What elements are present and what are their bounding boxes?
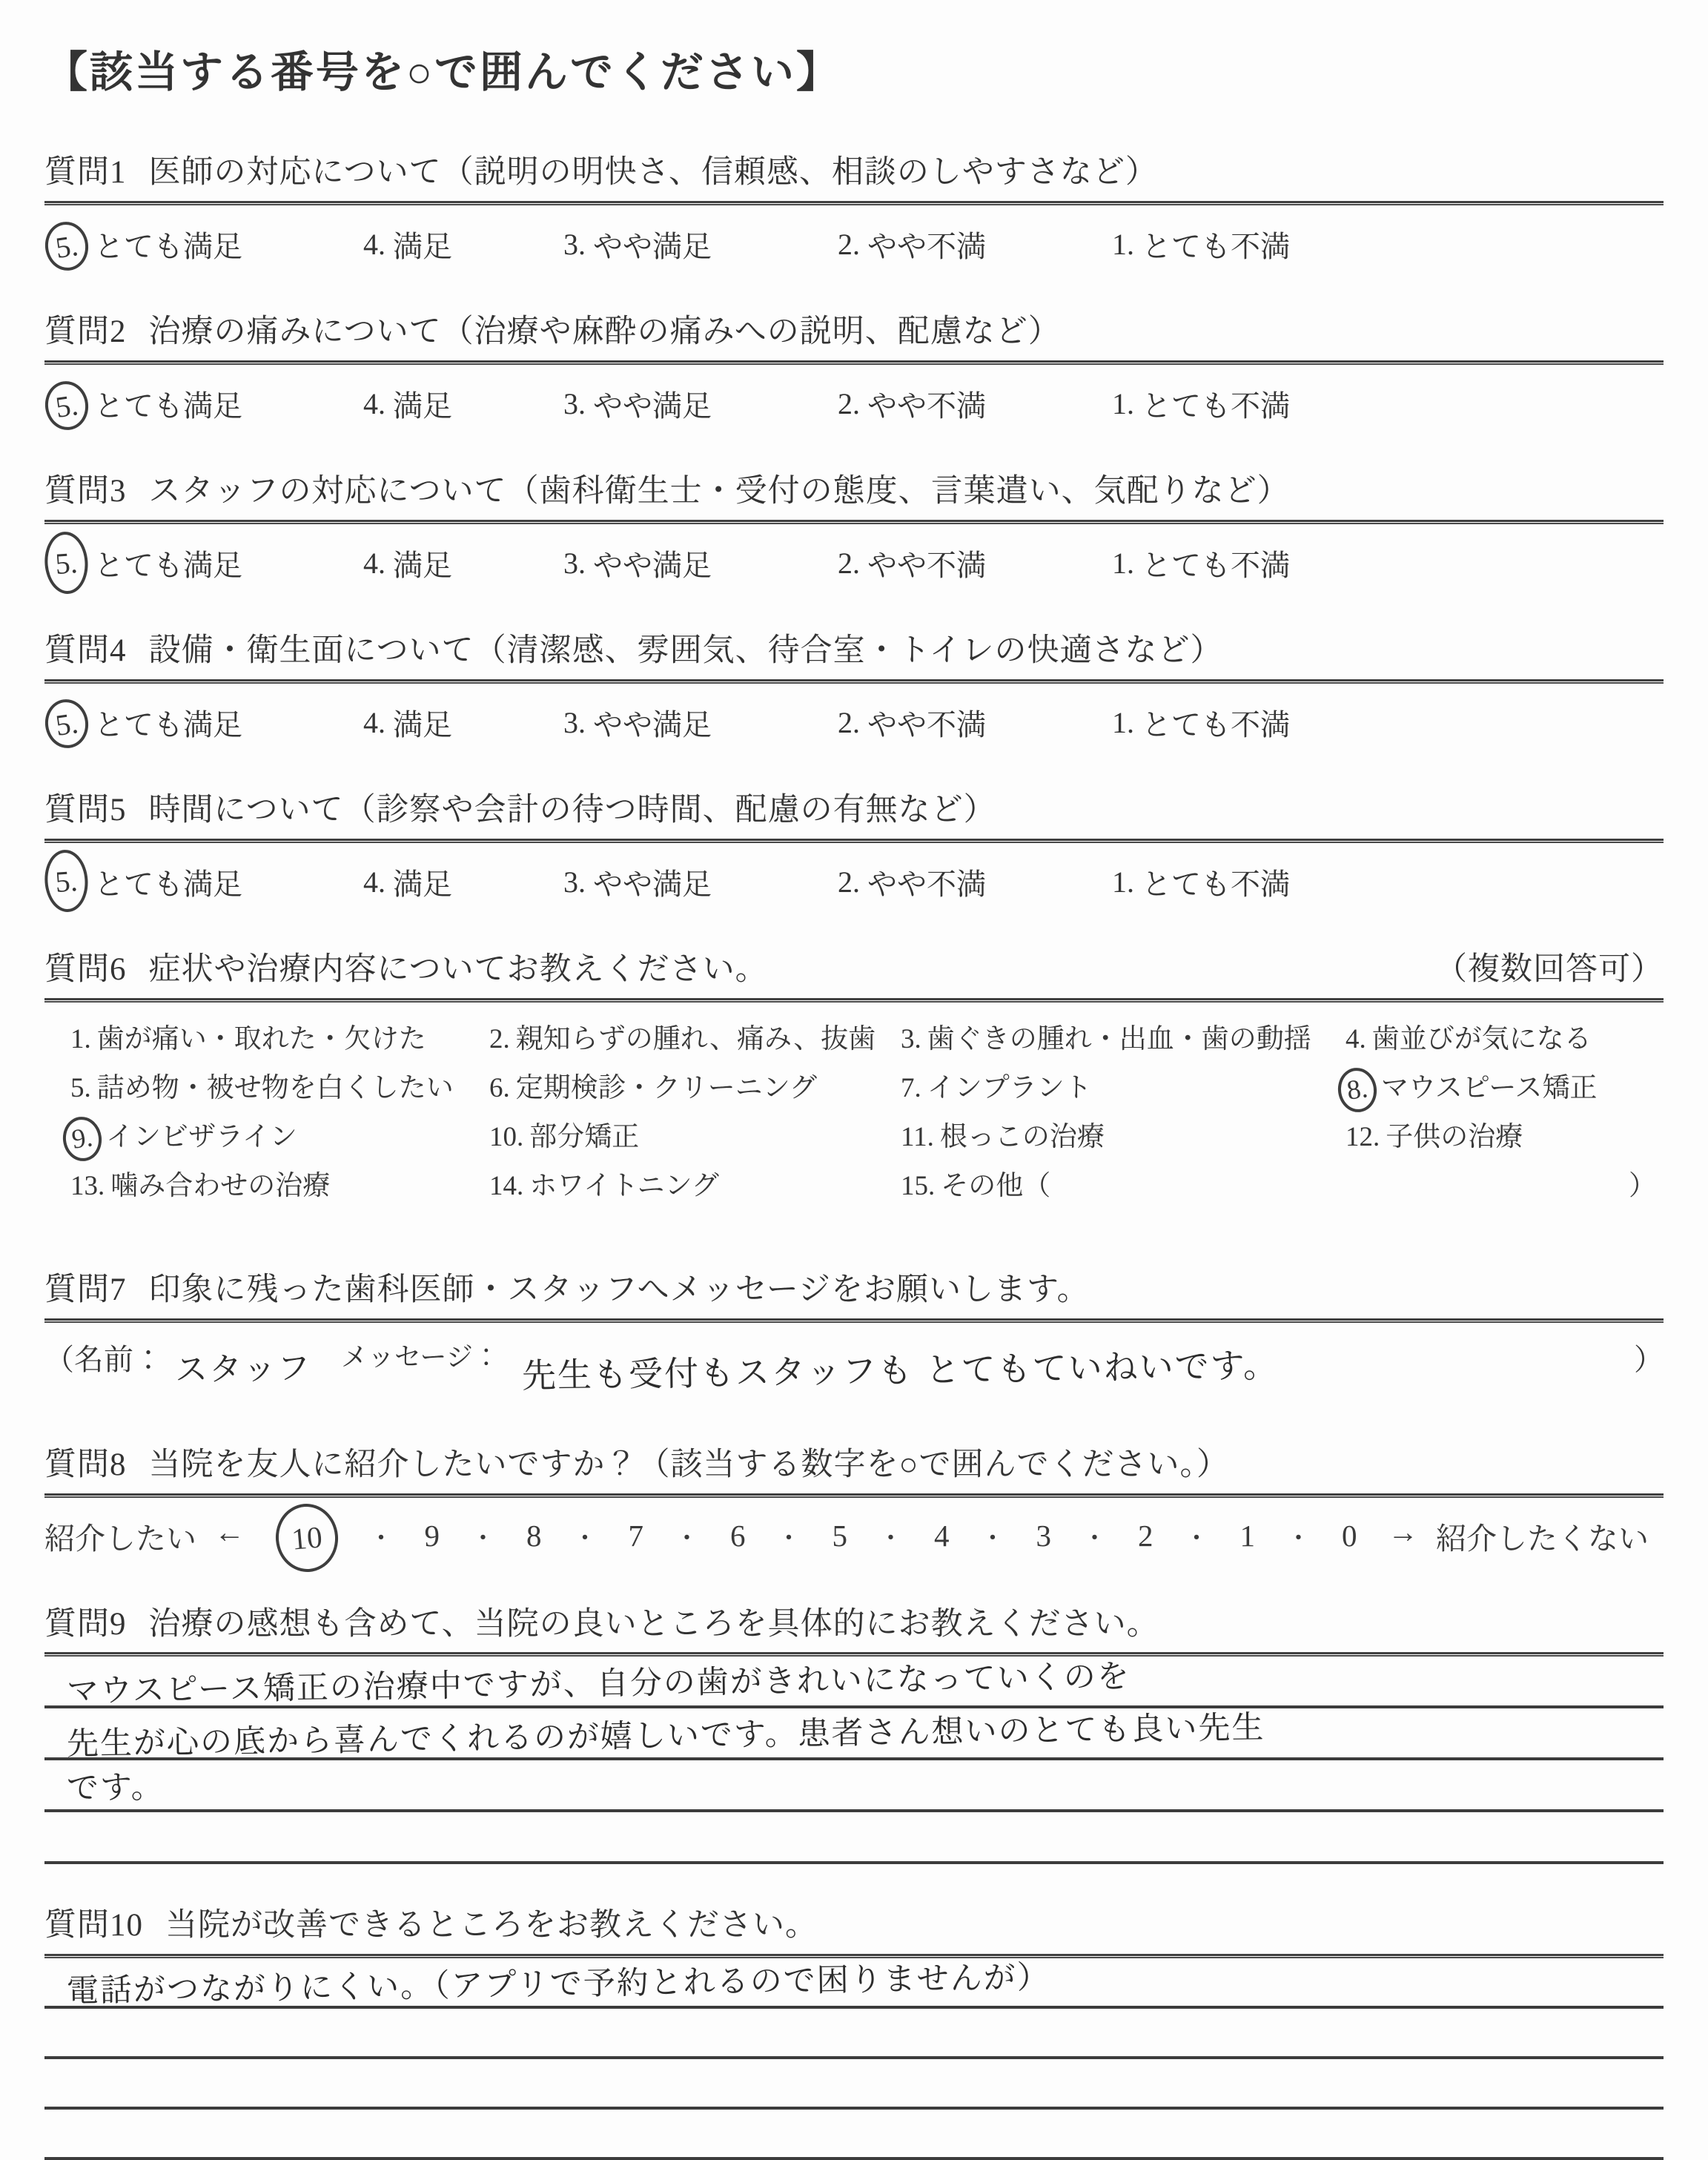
q3-option-1: 1. とても不満 [1112,546,1290,583]
question-5-options [44,861,1664,903]
question-9-number: 質問9 [44,1606,127,1642]
question-10 [44,1905,1664,2160]
divider [44,998,1664,1003]
q8-number-7: 7 [628,1519,643,1553]
q8-number-1: 1 [1239,1519,1255,1553]
q5-option-5-selected: 5. とても満足 [56,861,363,903]
q6-option-12: 12. 子供の治療 [1345,1121,1523,1152]
q9-answer-line-2 [44,1708,1664,1763]
question-7 [44,1269,1664,1398]
q8-number-8: 8 [526,1519,542,1553]
q2-option-4: 4. 満足 [363,387,452,423]
q6-option-7: 7. インプラント [901,1072,1092,1103]
q9-answer-line-4 [44,1812,1664,1864]
q8-number-0: 0 [1342,1519,1357,1553]
form-title: 【該当する番号を○で囲んでください】 [44,48,842,96]
q1-option-1: 1. とても不満 [1112,228,1290,264]
q9-answer-line-1 [44,1657,1664,1708]
q6-option-1: 1. 歯が痛い・取れた・欠けた [70,1023,426,1054]
question-9-header [44,1604,1664,1645]
question-1-number: 質問1 [44,155,127,191]
divider [44,520,1664,524]
q2-option-2: 2. やや不満 [838,387,986,423]
circle-mark: 9. [60,1114,105,1163]
question-5-header [44,790,1664,831]
q3-option-4: 4. 満足 [363,546,452,583]
q4-option-5-selected: 5. とても満足 [56,701,363,744]
circle-mark: 8. [1335,1065,1380,1114]
question-1-title: 医師の対応について（説明の明快さ、信頼感、相談のしやすさなど） [148,155,1158,191]
q9-handwriting-2: 先生が心の底から喜んでくれるのが嬉しいです。患者さん想いのとても良い先生 [66,1708,1265,1763]
question-6-options [44,1022,1664,1204]
divider [44,1318,1664,1323]
q6-option-11: 11. 根っこの治療 [901,1121,1105,1152]
question-7-number: 質問7 [44,1272,127,1307]
q3-option-5-selected: 5. とても満足 [56,542,363,584]
question-2-number: 質問2 [44,314,127,350]
q5-option-1: 1. とても不満 [1112,865,1290,901]
question-2-header [44,311,1664,353]
q10-handwriting-1: 電話がつながりにくい。（アプリで予約とれるので困りませんが） [66,1958,1051,2010]
q3-option-2: 2. やや不満 [838,546,986,583]
q4-option-1: 1. とても不満 [1112,705,1290,742]
circle-mark: 5. [42,219,92,273]
question-7-title: 印象に残った歯科医師・スタッフへメッセージをお願いします。 [148,1272,1090,1307]
question-7-answer [44,1336,1664,1398]
question-4-options [44,701,1664,744]
q2-option-5-selected: 5. とても満足 [56,383,363,425]
q1-option-2: 2. やや不満 [838,228,986,264]
q8-number-10-selected: 10 [290,1519,323,1556]
q6-option-4: 4. 歯並びが気になる [1345,1023,1592,1054]
q5-option-3: 3. やや満足 [563,865,712,901]
q10-answer-line-1 [44,1958,1664,2009]
q6-option-9-selected: 9. インビザライン [70,1120,489,1155]
question-6-header [44,949,1664,991]
q6-option-13: 13. 噛み合わせの治療 [70,1170,331,1201]
divider [44,201,1664,205]
question-1-header [44,152,1664,194]
q6-option-6: 6. 定期検診・クリーニング [489,1072,818,1103]
question-4-header [44,630,1664,672]
question-3-options [44,542,1664,584]
question-6-note: （複数回答可） [1435,951,1664,987]
question-8 [44,1444,1664,1558]
q6-option-3: 3. 歯ぐきの腫れ・出血・歯の動揺 [901,1023,1311,1054]
divider [44,839,1664,843]
q8-number-3: 3 [1036,1519,1051,1553]
q7-message-handwriting: 先生も受付もスタッフも とてもていねいです。 [521,1344,1280,1396]
q8-label-right: → 紹介したくない [1388,1514,1649,1558]
q9-answer-line-3 [44,1760,1664,1812]
circle-mark: 5. [42,697,92,751]
question-8-title: 当院を友人に紹介したいですか？（該当する数字を○で囲んでください。） [148,1447,1229,1482]
question-5-title: 時間について（診察や会計の待つ時間、配慮の有無など） [148,792,996,828]
q5-option-4: 4. 満足 [363,865,452,901]
circle-mark: 5. [43,848,90,914]
question-8-scale: 紹介したい ← 10 ・ 9 ・ 8 ・ 7 ・ 6 ・ 5 ・ 4 ・ 3 ・ 2 ・ 1 ・ 0 → 紹介したくない [44,1514,1664,1558]
right-arrow-icon: → [1388,1514,1418,1549]
q8-number-4: 4 [934,1519,950,1553]
question-3-header [44,471,1664,512]
question-5-number: 質問5 [44,792,127,828]
q9-handwriting-1: マウスピース矯正の治療中ですが、自分の歯がきれいになっていくのを [66,1657,1131,1710]
q10-answer-line-4 [44,2110,1664,2160]
question-8-number: 質問8 [44,1447,127,1482]
divider [44,360,1664,365]
q4-option-4: 4. 満足 [363,705,452,742]
q3-option-3: 3. やや満足 [563,546,712,583]
question-2 [44,311,1664,425]
question-3-title: スタッフの対応について（歯科衛生士・受付の態度、言葉遣い、気配りなど） [148,474,1290,509]
circle-mark: 5. [42,378,92,432]
q8-number-6: 6 [730,1519,746,1553]
q8-number-9: 9 [424,1519,440,1553]
circle-mark: 5. [43,530,90,595]
q4-option-2: 2. やや不満 [838,705,986,742]
q6-option-8-selected: 8. マウスピース矯正 [1345,1071,1664,1106]
question-6-number: 質問6 [44,951,127,987]
question-2-options [44,383,1664,425]
question-3 [44,471,1664,584]
q6-option-10: 10. 部分矯正 [489,1121,640,1152]
q7-close-paren: ） [1634,1342,1664,1376]
question-2-title: 治療の痛みについて（治療や麻酔の痛みへの説明、配慮など） [148,314,1061,350]
question-1 [44,152,1664,265]
question-4 [44,630,1664,744]
question-9-title: 治療の感想も含めて、当院の良いところを具体的にお教えください。 [148,1606,1159,1642]
q6-option-15: 15. その他（ ） [901,1169,1664,1204]
q1-option-5-selected: 5. とても満足 [56,223,363,265]
q7-name-label: （名前： [44,1342,163,1376]
circle-mark [273,1502,341,1575]
q6-option-2: 2. 親知らずの腫れ、痛み、抜歯 [489,1023,876,1054]
question-4-title: 設備・衛生面について（清潔感、雰囲気、待合室・トイレの快適さなど） [148,633,1223,669]
q8-number-2: 2 [1138,1519,1153,1553]
divider [44,679,1664,684]
q6-option-5: 5. 詰め物・被せ物を白くしたい [70,1072,454,1103]
q9-handwriting-3: です。 [66,1768,165,1807]
q6-option-14: 14. ホワイトニング [489,1170,719,1201]
question-10-title: 当院が改善できるところをお教えください。 [165,1908,818,1943]
q5-option-2: 2. やや不満 [838,865,986,901]
question-10-header [44,1905,1664,1946]
q10-answer-line-2 [44,2009,1664,2059]
q7-message-label: メッセージ： [341,1341,500,1372]
q8-label-left: 紹介したい ← [44,1514,245,1558]
q6-other-close-paren: ） [1629,1170,1656,1201]
left-arrow-icon: ← [214,1514,245,1549]
q1-option-4: 4. 満足 [363,228,452,264]
question-10-number: 質問10 [44,1908,143,1943]
question-6-title: 症状や治療内容についてお教えください。 [148,951,768,987]
q2-option-1: 1. とても不満 [1112,387,1290,423]
question-4-number: 質問4 [44,633,127,669]
q4-option-3: 3. やや満足 [563,705,712,742]
q2-option-3: 3. やや満足 [563,387,712,423]
q10-answer-line-3 [44,2059,1664,2110]
question-8-header [44,1444,1664,1486]
question-3-number: 質問3 [44,474,127,509]
q1-option-3: 3. やや満足 [563,228,712,264]
question-1-options [44,223,1664,265]
question-5 [44,790,1664,903]
q8-number-5: 5 [832,1519,847,1553]
question-7-header [44,1269,1664,1311]
q7-name-handwriting: スタッフ [174,1349,312,1389]
question-6 [44,949,1664,1204]
question-9 [44,1604,1664,1865]
divider [44,1493,1664,1498]
